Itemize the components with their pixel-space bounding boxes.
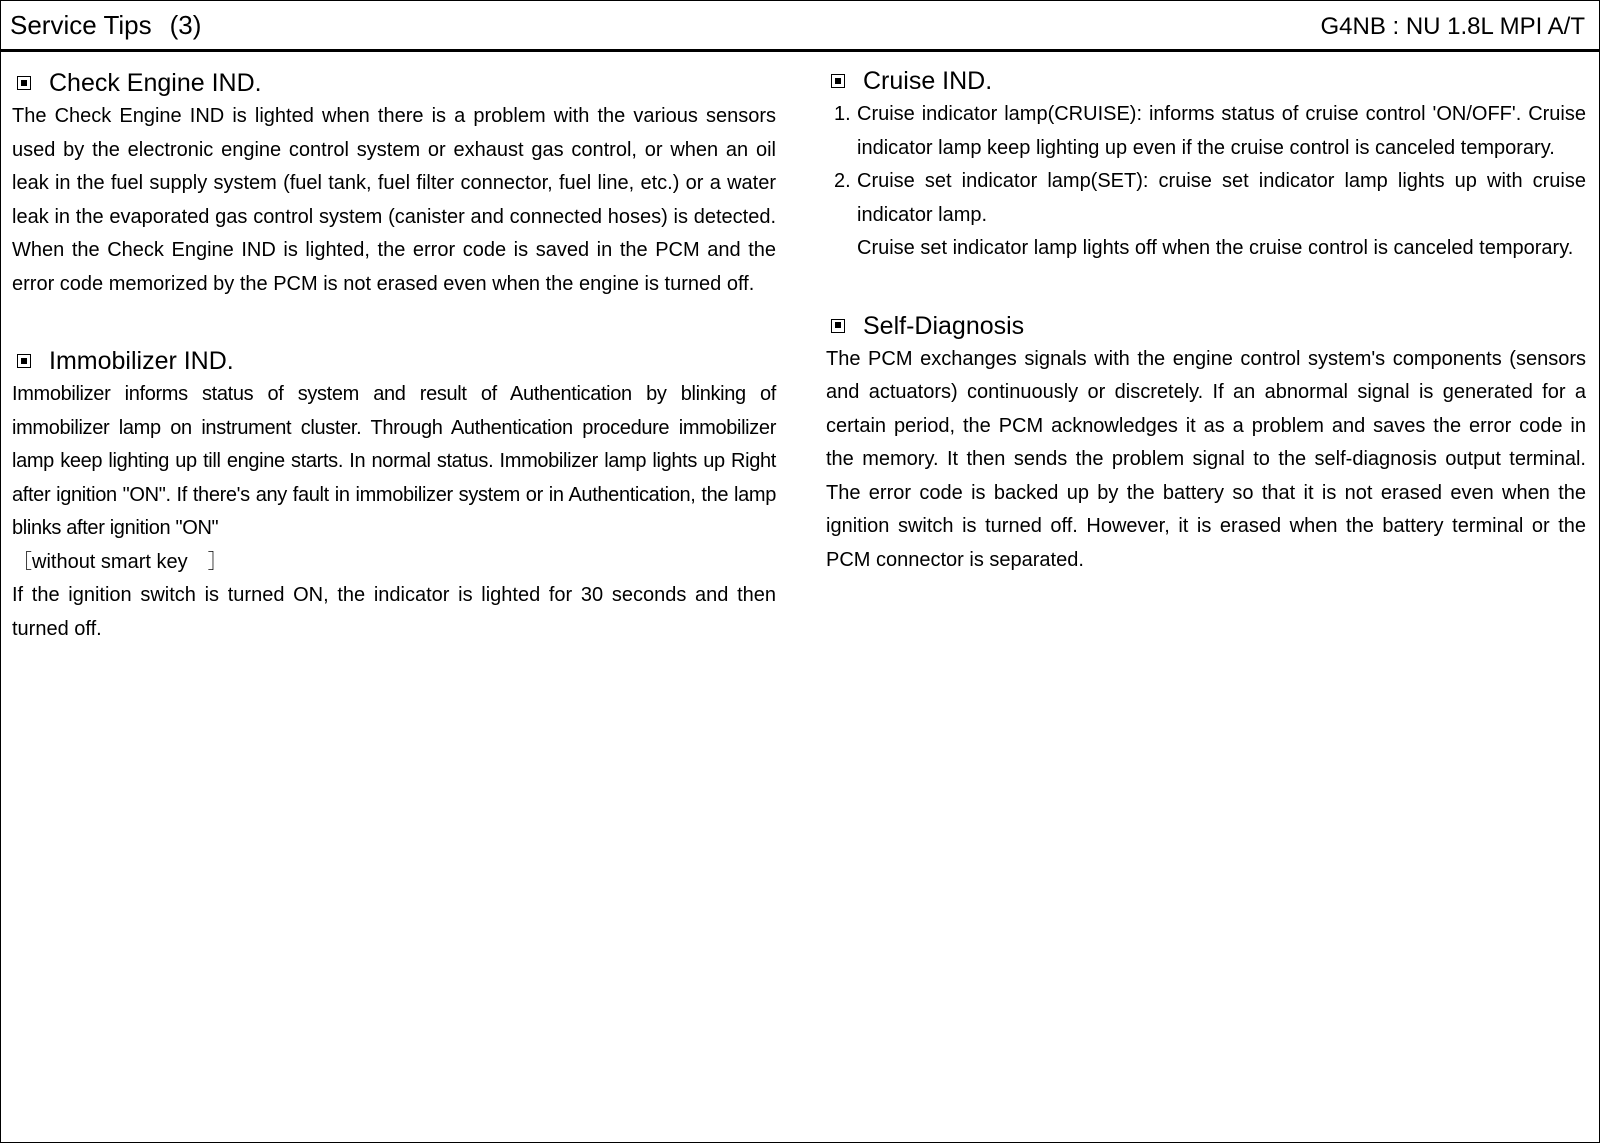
left-column (12, 53, 776, 646)
self-diagnosis-heading-text: Self-Diagnosis (863, 311, 1025, 340)
self-diagnosis-paragraph: The PCM exchanges signals with the engine control system's components (sensors and actuators) continuously or discretely. If an abnormal signal is generated for a certain period, the PCM acknowledges it as a problem and saves the error code in the memory. It then sends the problem signal to the self-diagnosis output terminal. The error code is backed up by the battery so that it is not erased even when the ignition switch is turned off. However, it is erased when the battery terminal or the PCM connector is separated. (826, 347, 1586, 571)
cruise-list-number: 1. (834, 103, 851, 125)
immobilizer-heading-text: Immobilizer IND. (49, 347, 234, 375)
immobilizer-paragraph: Immobilizer informs status of system and result of Authentication by blinking of immobilizer lamp on instrument cluster. Through Authentication procedure immobilizer lamp keep lighting up till engine starts. In normal status. Immobilizer lamp lights up Right after ignition "ON". If there's any fault in immobilizer system or in Authentication, the lamp blinks after ignition "ON" (12, 383, 776, 539)
immobilizer-note: ［without smart key ］ (12, 550, 228, 573)
right-column (826, 53, 1586, 577)
cruise-list-text: Cruise indicator lamp(CRUISE): informs status of cruise control 'ON/OFF'. Cruise indicator lamp keep lighting up even if the cruise control is canceled temporary. (857, 103, 1586, 159)
immobilizer-heading (12, 344, 776, 378)
square-bullet-icon (17, 76, 31, 90)
square-bullet-icon (831, 74, 845, 88)
cruise-list-number: 2. (834, 170, 851, 192)
page-header (1, 1, 1599, 52)
immobilizer-paragraph-2: If the ignition switch is turned ON, the indicator is lighted for 30 seconds and then turned off. (12, 584, 776, 640)
square-bullet-icon (831, 319, 845, 333)
cruise-list-item (826, 98, 1586, 165)
page-title-text: Service Tips (10, 10, 152, 40)
page-number: (3) (169, 10, 202, 40)
cruise-list-text: Cruise set indicator lamp(SET): cruise set indicator lamp lights up with cruise indicator lamp. (857, 170, 1586, 226)
self-diagnosis-heading (826, 309, 1586, 343)
cruise-list-item (826, 165, 1586, 266)
cruise-heading (826, 64, 1586, 98)
cruise-heading-text: Cruise IND. (863, 67, 993, 95)
check-engine-heading (12, 66, 776, 100)
square-bullet-icon (17, 354, 31, 368)
page-title (10, 9, 201, 41)
check-engine-paragraph: The Check Engine IND is lighted when there is a problem with the various sensors used by the electronic engine control system or exhaust gas control, or when an oil leak in the fuel supply system (fuel tank, fuel filter connector, fuel line, etc.) or a water leak in the evaporated gas control system (canister and connected hoses) is detected. When the Check Engine IND is lighted, the error code is saved in the PCM and the error code memorized by the PCM is not erased even when the engine is turned off. (12, 105, 776, 295)
check-engine-heading-text: Check Engine IND. (49, 69, 262, 97)
engine-code: G4NB : NU 1.8L MPI A/T (1320, 13, 1585, 40)
cruise-list-text-2: Cruise set indicator lamp lights off when the cruise control is canceled temporary. (857, 237, 1574, 259)
